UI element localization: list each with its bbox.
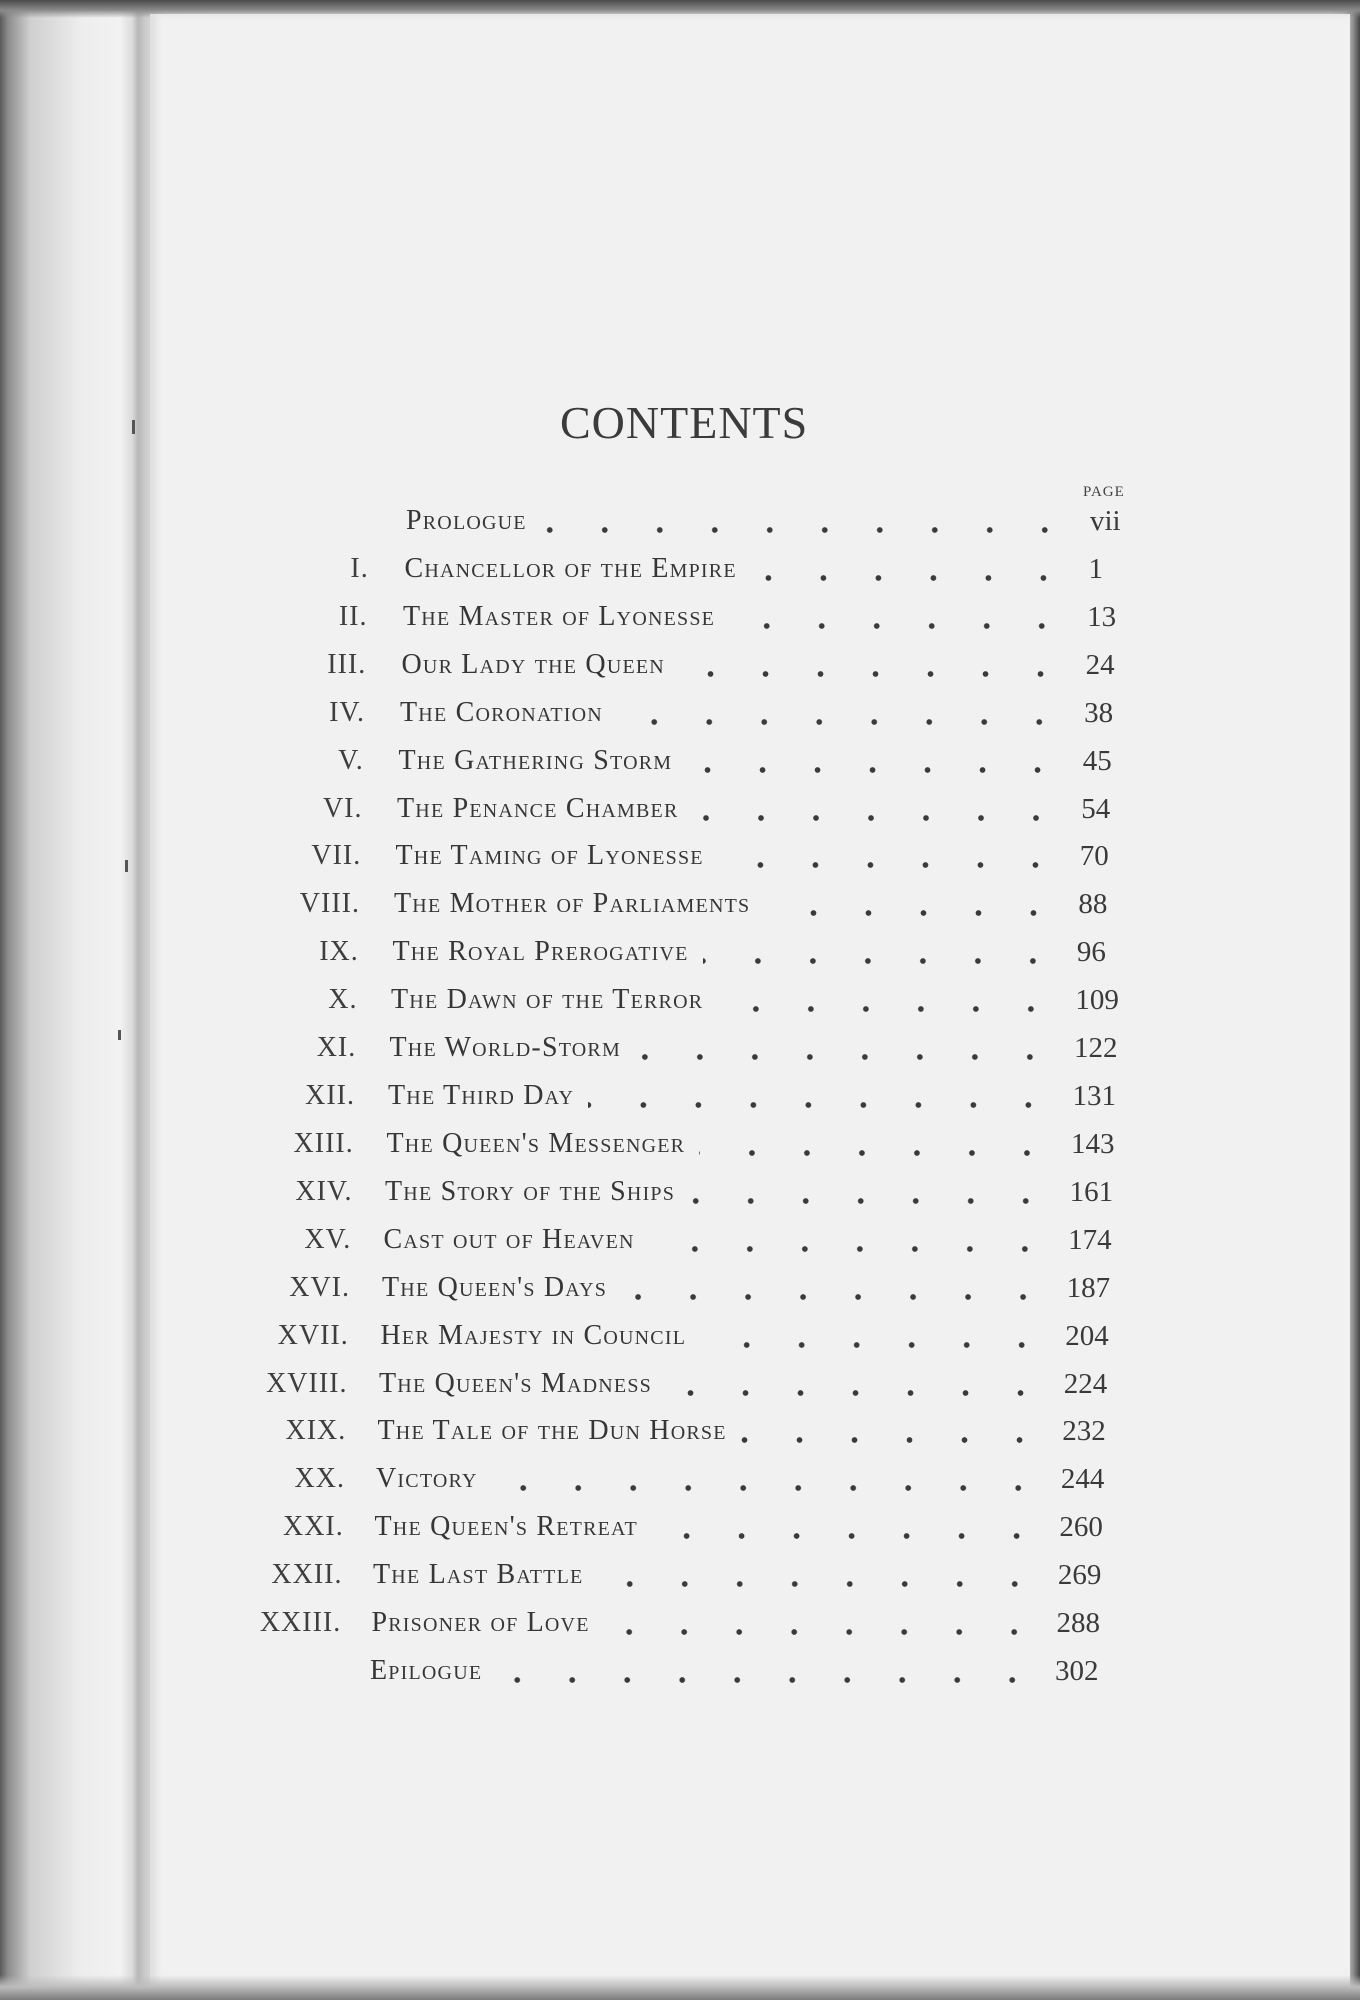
chapter-number: XXI. (282, 1511, 344, 1543)
toc-entry (0, 1128, 1360, 1168)
leader-dots (729, 623, 1069, 629)
chapter-title: The Tale of the Dun Horse (377, 1415, 727, 1447)
chapter-number: III. (327, 648, 367, 680)
page-number: vii (1090, 505, 1121, 537)
chapter-number: XVII. (277, 1319, 349, 1351)
toc-entry (0, 1559, 1360, 1599)
chapter-number: II. (338, 600, 368, 632)
toc-entry (0, 601, 1360, 641)
chapter-title: Epilogue (370, 1655, 483, 1686)
chapter-title: The Master of Lyonesse (403, 600, 716, 632)
leader-dots (692, 815, 1064, 821)
scan-bottom-edge (0, 1975, 1360, 2000)
chapter-title: Prologue (406, 505, 527, 536)
chapter-title: The Queen's Messenger (386, 1127, 686, 1159)
chapter-number: XI. (316, 1032, 357, 1064)
toc-entry (0, 1176, 1360, 1216)
chapter-number: XXII. (271, 1559, 343, 1591)
toc-entry (0, 1463, 1360, 1503)
page-number: 38 (1084, 696, 1114, 729)
chapter-title: Her Majesty in Council (380, 1319, 687, 1351)
chapter-title: Our Lady the Queen (401, 648, 665, 680)
page-number: 96 (1076, 936, 1106, 969)
chapter-number: VI. (322, 792, 363, 824)
chapter-title: The Queen's Days (382, 1271, 608, 1303)
toc-entry (0, 888, 1360, 928)
chapter-number: XV. (304, 1223, 352, 1255)
chapter-title: The Royal Prerogative (392, 936, 689, 968)
page-number: 232 (1062, 1415, 1106, 1448)
leader-dots (649, 1246, 1052, 1252)
page-number: 143 (1071, 1127, 1115, 1160)
toc-entry (0, 984, 1360, 1024)
chapter-number: IX. (319, 936, 359, 968)
toc-entry (0, 1224, 1360, 1264)
toc-entry (0, 1511, 1360, 1551)
chapter-title: The Last Battle (373, 1559, 584, 1591)
leader-dots (617, 719, 1067, 725)
chapter-title: Cast out of Heaven (383, 1223, 635, 1255)
leader-dots (718, 862, 1063, 868)
leader-dots (703, 958, 1060, 964)
leader-dots (588, 1102, 1056, 1108)
chapter-number: VII. (311, 840, 362, 872)
leader-dots (689, 1198, 1053, 1204)
page-number: 70 (1079, 840, 1109, 873)
page-number: 288 (1056, 1607, 1100, 1640)
page-number: 122 (1073, 1032, 1118, 1065)
chapter-number: XIV. (295, 1175, 353, 1207)
page-number: 187 (1066, 1271, 1111, 1304)
chapter-number: XIX. (285, 1415, 347, 1447)
leader-dots (597, 1581, 1042, 1587)
chapter-title: Victory (376, 1463, 478, 1495)
chapter-title: The Queen's Madness (379, 1367, 652, 1399)
page-number: 45 (1082, 744, 1112, 777)
chapter-number: XVIII. (266, 1367, 348, 1399)
toc-entry (0, 1320, 1360, 1360)
toc-entry (0, 793, 1360, 833)
gutter-mark (132, 420, 135, 434)
page-number: 109 (1075, 984, 1119, 1017)
page-number: 161 (1069, 1175, 1114, 1208)
chapter-title: The Mother of Parliaments (394, 888, 751, 920)
page-number: 13 (1087, 600, 1117, 633)
page-number: 174 (1068, 1223, 1112, 1256)
chapter-number: XX. (294, 1463, 345, 1495)
page-number: 302 (1055, 1655, 1099, 1687)
leader-dots (666, 1390, 1048, 1396)
chapter-title: The Queen's Retreat (374, 1511, 638, 1543)
leader-dots (686, 767, 1065, 773)
leader-dots (700, 1342, 1049, 1348)
page-column-heading: PAGE (1083, 484, 1125, 500)
toc-entry (0, 697, 1360, 737)
toc-entry (0, 1607, 1360, 1647)
leader-dots (679, 671, 1068, 677)
contents-title: CONTENTS (560, 397, 809, 448)
chapter-title: The Penance Chamber (397, 792, 679, 824)
leader-dots (541, 527, 1072, 533)
leader-dots (764, 910, 1061, 916)
toc-entry (0, 936, 1360, 976)
leader-dots (741, 1437, 1047, 1443)
page-number: 204 (1065, 1319, 1109, 1352)
leader-dots (635, 1054, 1057, 1060)
leader-dots (621, 1294, 1051, 1300)
chapter-title: The Third Day (388, 1080, 575, 1111)
chapter-title: The World-Storm (389, 1032, 621, 1064)
page-number: 260 (1059, 1511, 1103, 1544)
leader-dots (717, 1006, 1058, 1012)
page-number: 54 (1081, 792, 1111, 825)
leader-dots (652, 1533, 1044, 1539)
chapter-number: XIII. (293, 1127, 354, 1159)
toc-entry (0, 1272, 1360, 1312)
page-number: 131 (1072, 1080, 1116, 1112)
chapter-title: The Dawn of the Terror (391, 984, 704, 1016)
toc-entry (0, 1655, 1360, 1695)
chapter-number: VIII. (299, 888, 360, 920)
chapter-title: The Gathering Storm (398, 744, 673, 776)
chapter-title: The Story of the Ships (385, 1175, 676, 1207)
page-number: 244 (1060, 1463, 1105, 1496)
leader-dots (496, 1677, 1040, 1683)
toc-entry (0, 840, 1360, 880)
toc-entry (0, 553, 1360, 593)
toc-entry (0, 745, 1360, 785)
leader-dots (604, 1629, 1042, 1635)
toc-entry (0, 505, 1360, 545)
page-number: 269 (1057, 1559, 1102, 1592)
page-number: 88 (1078, 888, 1108, 921)
page-number: 224 (1063, 1367, 1108, 1400)
chapter-title: Chancellor of the Empire (404, 552, 737, 584)
page-number: 24 (1085, 648, 1115, 681)
chapter-title: The Taming of Lyonesse (395, 840, 704, 872)
leader-dots (492, 1485, 1046, 1491)
toc-entry (0, 1080, 1360, 1120)
chapter-number: IV. (329, 696, 365, 728)
toc-entry (0, 1415, 1360, 1455)
chapter-title: The Coronation (400, 696, 603, 728)
page-number: 1 (1088, 552, 1104, 585)
leader-dots (699, 1150, 1054, 1156)
chapter-number: X. (328, 984, 358, 1016)
chapter-title: Prisoner of Love (371, 1607, 590, 1639)
toc-entry (0, 649, 1360, 689)
chapter-number: XVI. (289, 1271, 350, 1303)
toc-entry (0, 1368, 1360, 1408)
chapter-number: V. (338, 744, 364, 776)
chapter-number: I. (350, 552, 369, 584)
toc-entry (0, 1032, 1360, 1072)
chapter-number: XXIII. (259, 1607, 342, 1639)
chapter-number: XII. (305, 1080, 355, 1111)
leader-dots (751, 575, 1071, 581)
